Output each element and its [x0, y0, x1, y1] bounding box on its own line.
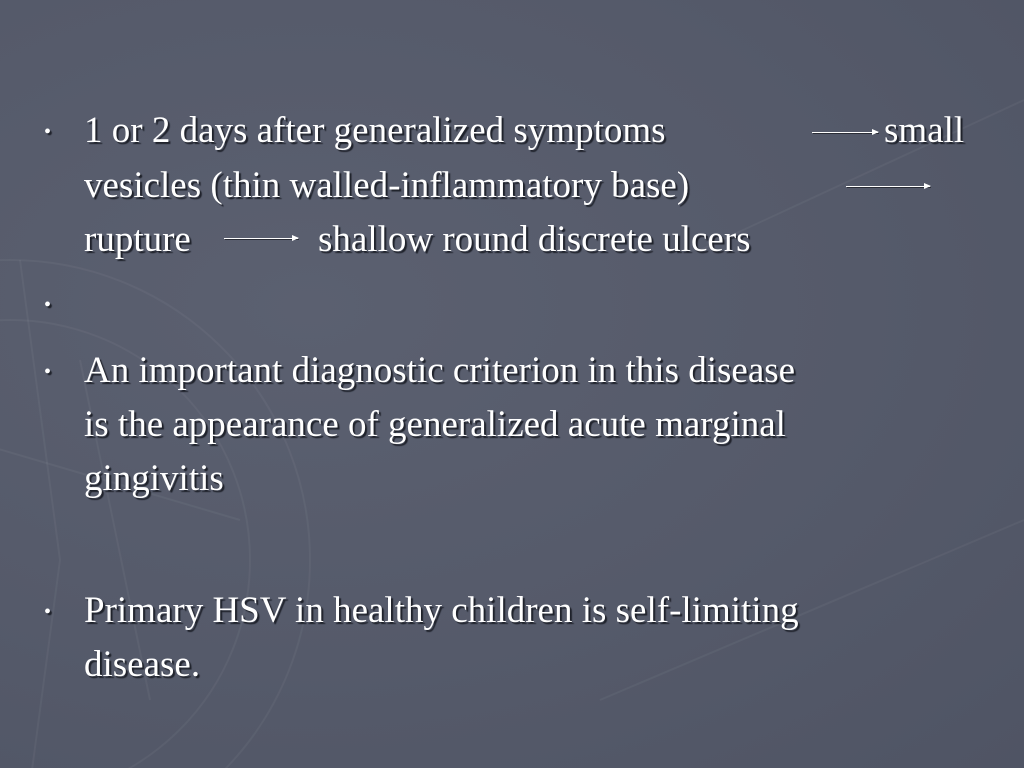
bullet-marker-4: •: [44, 601, 52, 623]
bullet-4-line-1-text: Primary HSV in healthy children is self-limiting: [84, 590, 799, 631]
bullet-3-line-2-text: is the appearance of generalized acute marginal: [84, 404, 786, 445]
bullet-marker-2: •: [44, 294, 52, 316]
bullet-1-line-3-text: rupture: [84, 219, 191, 260]
bullet-marker-1: •: [44, 121, 52, 143]
bullet-1-line-1-result: small: [884, 110, 965, 151]
bullet-1-line-2-text: vesicles (thin walled-inflammatory base): [84, 165, 690, 206]
bullet-3-line-1-text: An important diagnostic criterion in this disease: [84, 350, 796, 391]
bullet-1-line-1-text: 1 or 2 days after generalized symptoms: [84, 110, 666, 151]
bullet-3-line-3-text: gingivitis: [84, 458, 224, 499]
arrow-icon: [224, 238, 298, 239]
bullet-1-line-3-result: shallow round discrete ulcers: [318, 219, 751, 260]
bullet-4-line-2-text: disease.: [84, 644, 201, 685]
bullet-marker-3: •: [44, 361, 52, 383]
arrow-icon: [846, 186, 930, 187]
arrow-icon: [812, 132, 878, 133]
